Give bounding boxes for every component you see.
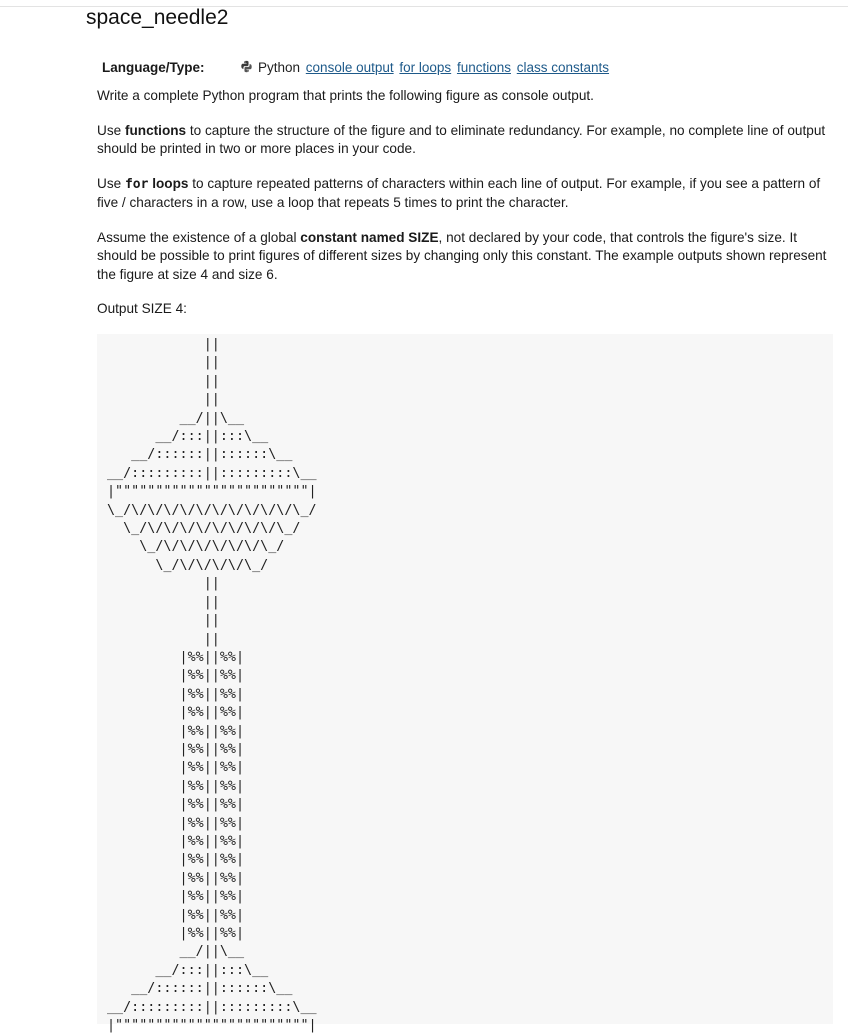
figure-line: __/||\__ [107, 944, 245, 960]
figure-line: |%%||%%| [107, 889, 245, 905]
figure-line: |%%||%%| [107, 760, 245, 776]
figure-line: __/::::::||::::::\__ [107, 981, 293, 997]
figure-line: || [107, 337, 220, 352]
figure-line: __/:::||:::\__ [107, 962, 269, 978]
figure-line: || [107, 392, 220, 408]
figure-line: \_/\/\/\/\/\/\/\/\/\/\/\_/ [107, 502, 317, 518]
page-title: space_needle2 [86, 6, 229, 29]
figure-line: |""""""""""""""""""""""""| [107, 1018, 317, 1034]
figure-line: |%%||%%| [107, 815, 245, 831]
figure-line: |""""""""""""""""""""""""| [107, 484, 317, 500]
figure-line: || [107, 355, 220, 371]
figure-line: __/::::::||::::::\__ [107, 447, 293, 463]
functions-emphasis: functions [124, 122, 187, 138]
problem-description [97, 87, 837, 300]
figure-line: |%%||%%| [107, 741, 245, 757]
figure-line: || [107, 613, 220, 629]
figure-line: |%%||%%| [107, 833, 245, 849]
loops-text-d: to capture repeated patterns of characters within each line of output. For example, if you see a pattern of five / characters in a row, use a loop that repeats 5 times to print the character. [97, 175, 821, 210]
output-size-label: Output SIZE 4: [97, 301, 187, 316]
figure-line: __/:::||:::\__ [107, 429, 269, 445]
figure-line: |%%||%%| [107, 668, 245, 684]
language-type-label: Language/Type: [102, 60, 205, 75]
figure-line: |%%||%%| [107, 926, 245, 941]
language-name: Python [258, 60, 301, 75]
figure-line: \_/\/\/\/\/\/\/\_/ [107, 539, 285, 555]
figure-line: |%%||%%| [107, 723, 245, 739]
tag-link-class-constants[interactable]: class constants [516, 60, 610, 75]
loops-emphasis: loops [152, 175, 189, 191]
figure-output-box [97, 334, 833, 1034]
constant-text-c: , not declared by your code, that controls the figure's size. It should be possible to print figures of different sizes by changing only this constant. The example outputs shown represent the figure at size 4 and size 6. [97, 229, 827, 282]
figure-line: __/||\__ [107, 410, 245, 426]
figure-line: || [107, 373, 220, 389]
functions-paragraph [97, 122, 837, 159]
python-icon [240, 60, 253, 73]
figure-line: || [107, 594, 220, 610]
for-keyword: for [124, 176, 149, 192]
constant-emphasis: constant named SIZE [300, 229, 439, 245]
figure-line: \_/\/\/\/\/\/\/\/\/\_/ [107, 521, 301, 537]
constant-text-a: Assume the existence of a global [97, 229, 301, 245]
functions-text-c: to capture the structure of the figure and to eliminate redundancy. For example, no complete line of output should be printed in two or more places in your code. [97, 122, 826, 156]
figure-line: \_/\/\/\/\/\_/ [107, 557, 269, 573]
figure-line: || [107, 631, 220, 647]
constant-paragraph [97, 229, 837, 285]
figure-line: __/:::::::::||:::::::::\__ [107, 465, 317, 481]
intro-paragraph: Write a complete Python program that prints the following figure as console output. [97, 88, 594, 103]
tag-link-console-output[interactable]: console output [305, 60, 394, 75]
figure-line: |%%||%%| [107, 778, 245, 794]
figure-line: |%%||%%| [107, 870, 245, 886]
figure-line: |%%||%%| [107, 686, 245, 702]
figure-line: |%%||%%| [107, 907, 245, 923]
figure-line: || [107, 576, 220, 592]
figure-line: __/:::::::::||:::::::::\__ [107, 999, 317, 1015]
loops-text-a: Use [97, 175, 125, 191]
tag-link-for-loops[interactable]: for loops [399, 60, 452, 75]
figure-line: |%%||%%| [107, 649, 245, 665]
language-type-row [102, 59, 609, 77]
tag-link-functions[interactable]: functions [456, 60, 511, 75]
figure-line: |%%||%%| [107, 852, 245, 868]
figure-line: |%%||%%| [107, 797, 245, 813]
figure-output-text [97, 334, 833, 1035]
figure-line: |%%||%%| [107, 705, 245, 721]
functions-text-a: Use [97, 122, 125, 138]
loops-paragraph [97, 175, 837, 213]
